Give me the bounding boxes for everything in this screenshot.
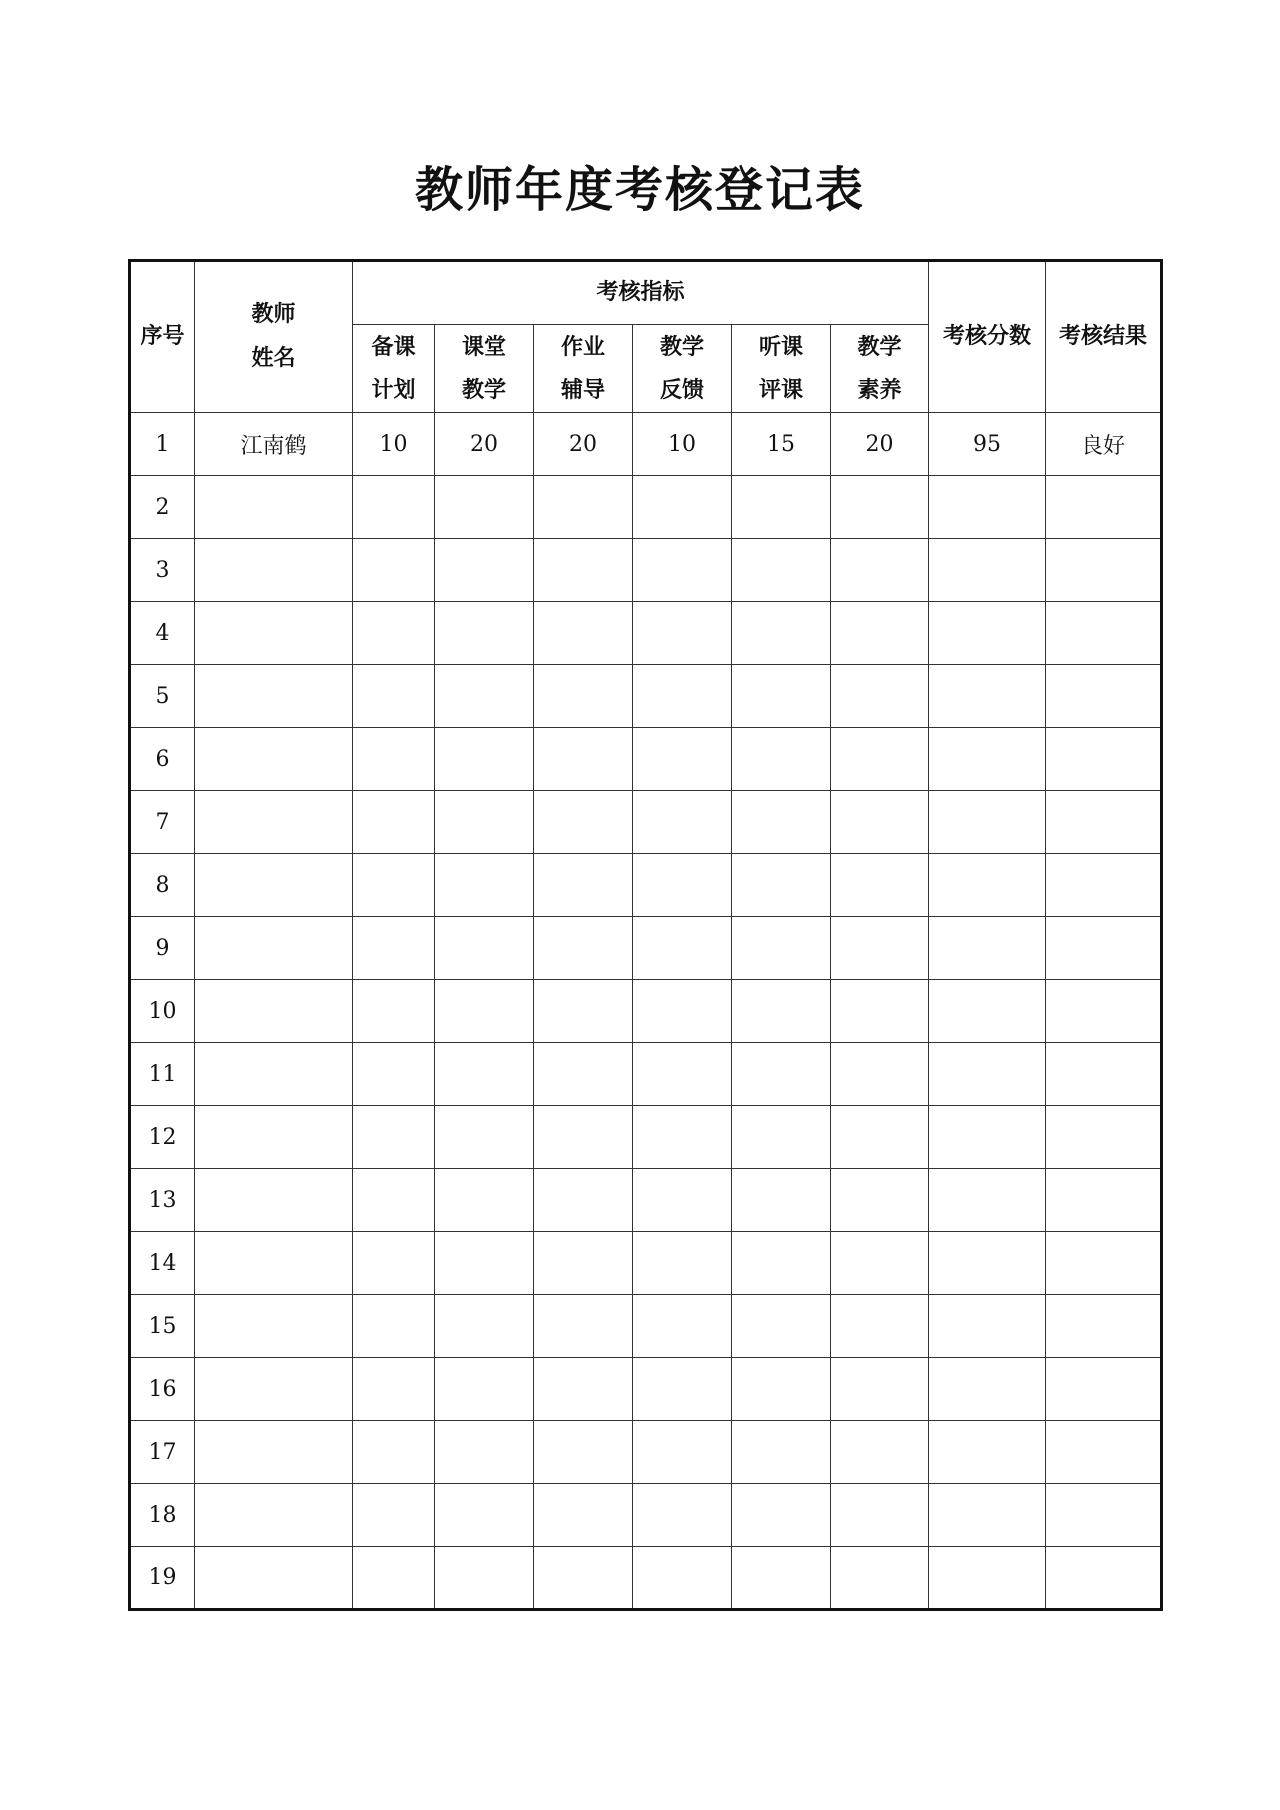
row-indicator-6-value [831,539,929,602]
table-header [130,261,1162,413]
row-indicator-5-value [732,602,831,665]
row-result [1046,1358,1162,1421]
row-indicator-6-value [831,1547,929,1610]
row-seq: 3 [130,539,195,602]
table-row [130,917,1162,980]
row-teacher-name [195,854,353,917]
row-result [1046,854,1162,917]
header-indicator-line1: 备课 [371,334,416,360]
row-result [1046,1547,1162,1610]
row-indicator-6-value [831,980,929,1043]
row-indicator-5-value [732,1295,831,1358]
row-score [929,539,1046,602]
header-indicator-line2: 教学 [461,377,506,403]
row-indicator-6-value [831,728,929,791]
row-indicator-5-value [732,1547,831,1610]
table-row [130,476,1162,539]
row-indicator-6-value [831,1106,929,1169]
row-indicator-6-value [831,665,929,728]
row-indicator-4-value [633,1043,732,1106]
row-indicator-4-value [633,1106,732,1169]
header-teacher-name [195,261,353,413]
row-seq: 2 [130,476,195,539]
row-indicator-3-value [534,854,633,917]
table-row [130,1547,1162,1610]
row-indicator-4-value [633,917,732,980]
row-teacher-name [195,1295,353,1358]
row-indicator-1-value [353,1169,435,1232]
row-seq: 13 [130,1169,195,1232]
row-teacher-name [195,1232,353,1295]
row-score [929,980,1046,1043]
row-indicator-3-value [534,791,633,854]
row-indicator-2-value [435,665,534,728]
row-indicator-3-value [534,539,633,602]
row-result [1046,1232,1162,1295]
row-result [1046,1421,1162,1484]
table-row [130,1421,1162,1484]
row-indicator-3-value [534,1358,633,1421]
header-indicator-line1: 教学 [659,334,704,360]
row-indicator-1-value [353,665,435,728]
row-indicator-1-value [353,1547,435,1610]
header-name-line1: 教师 [251,302,296,327]
row-indicator-6-value [831,854,929,917]
row-indicator-6-value [831,1421,929,1484]
row-indicator-1-value [353,539,435,602]
row-score [929,854,1046,917]
row-indicator-5-value [732,665,831,728]
row-result [1046,1106,1162,1169]
row-seq: 14 [130,1232,195,1295]
row-indicator-2-value [435,1484,534,1547]
header-score: 考核分数 [929,261,1046,413]
row-result [1046,917,1162,980]
row-indicator-5-value [732,1484,831,1547]
row-indicator-3-value [534,1043,633,1106]
row-seq: 17 [130,1421,195,1484]
table-row [130,1043,1162,1106]
row-seq: 16 [130,1358,195,1421]
header-indicator-line1: 听课 [758,334,803,360]
header-indicators: 考核指标 [353,261,929,325]
header-indicator-line1: 课堂 [461,334,506,360]
row-indicator-3-value [534,1232,633,1295]
header-indicator-2 [435,325,534,413]
table-row [130,1484,1162,1547]
row-indicator-6-value [831,1169,929,1232]
header-name-line2: 姓名 [251,346,296,371]
row-indicator-6-value [831,1043,929,1106]
row-indicator-6-value [831,476,929,539]
table-row [130,1358,1162,1421]
row-indicator-5-value [732,728,831,791]
row-indicator-4-value [633,476,732,539]
row-indicator-5-value [732,980,831,1043]
table-row [130,1295,1162,1358]
row-result [1046,1043,1162,1106]
row-indicator-1-value [353,980,435,1043]
row-indicator-3-value [534,728,633,791]
row-result [1046,602,1162,665]
row-indicator-3-value [534,476,633,539]
row-indicator-4-value [633,602,732,665]
row-indicator-1-value [353,1358,435,1421]
row-teacher-name [195,791,353,854]
header-indicator-line2: 反馈 [659,377,704,403]
row-indicator-5-value [732,1232,831,1295]
table-row [130,539,1162,602]
row-indicator-5-value [732,1421,831,1484]
row-indicator-5-value [732,1358,831,1421]
row-indicator-6-value [831,1484,929,1547]
header-indicator-line1: 教学 [857,334,902,360]
header-result: 考核结果 [1046,261,1162,413]
row-indicator-2-value [435,980,534,1043]
row-indicator-4-value [633,1358,732,1421]
row-indicator-3-value: 20 [534,413,633,476]
header-indicator-6 [831,325,929,413]
row-score [929,791,1046,854]
row-indicator-1-value [353,1043,435,1106]
row-indicator-2-value [435,1169,534,1232]
row-indicator-5-value [732,1043,831,1106]
row-teacher-name [195,476,353,539]
header-indicator-line2: 素养 [857,377,902,403]
row-score [929,1547,1046,1610]
row-indicator-4-value [633,539,732,602]
header-seq: 序号 [130,261,195,413]
row-result [1046,1295,1162,1358]
row-teacher-name [195,665,353,728]
row-seq: 9 [130,917,195,980]
row-indicator-2-value [435,539,534,602]
row-indicator-5-value [732,1169,831,1232]
row-indicator-1-value: 10 [353,413,435,476]
row-result: 良好 [1046,413,1162,476]
row-seq: 15 [130,1295,195,1358]
row-indicator-5-value [732,917,831,980]
row-teacher-name [195,1358,353,1421]
row-indicator-1-value [353,1106,435,1169]
row-indicator-6-value [831,1232,929,1295]
table-row [130,413,1162,476]
table-row [130,980,1162,1043]
row-indicator-3-value [534,602,633,665]
row-seq: 6 [130,728,195,791]
row-result [1046,539,1162,602]
row-indicator-4-value [633,791,732,854]
row-seq: 11 [130,1043,195,1106]
row-indicator-2-value: 20 [435,413,534,476]
row-teacher-name [195,1169,353,1232]
header-indicator-line2: 计划 [371,377,416,403]
row-indicator-2-value [435,1358,534,1421]
row-indicator-3-value [534,1547,633,1610]
row-indicator-1-value [353,791,435,854]
row-seq: 5 [130,665,195,728]
row-teacher-name [195,917,353,980]
row-result [1046,665,1162,728]
row-indicator-6-value: 20 [831,413,929,476]
row-indicator-1-value [353,1484,435,1547]
row-indicator-4-value [633,1421,732,1484]
row-indicator-6-value [831,602,929,665]
row-result [1046,791,1162,854]
row-teacher-name [195,602,353,665]
row-indicator-2-value [435,728,534,791]
row-indicator-3-value [534,1169,633,1232]
row-indicator-5-value: 15 [732,413,831,476]
row-seq: 10 [130,980,195,1043]
row-indicator-2-value [435,917,534,980]
row-indicator-4-value [633,1232,732,1295]
row-score [929,1484,1046,1547]
row-score [929,1106,1046,1169]
row-indicator-5-value [732,854,831,917]
row-indicator-2-value [435,476,534,539]
row-score [929,1358,1046,1421]
row-indicator-1-value [353,1295,435,1358]
row-indicator-4-value [633,854,732,917]
row-score [929,1043,1046,1106]
row-seq: 8 [130,854,195,917]
row-indicator-4-value [633,728,732,791]
row-indicator-2-value [435,1043,534,1106]
row-score [929,1421,1046,1484]
row-indicator-3-value [534,1421,633,1484]
row-seq: 18 [130,1484,195,1547]
row-indicator-1-value [353,728,435,791]
table-body [130,413,1162,1610]
row-indicator-5-value [732,476,831,539]
row-score [929,665,1046,728]
row-indicator-2-value [435,1106,534,1169]
row-teacher-name [195,1547,353,1610]
row-indicator-2-value [435,1421,534,1484]
row-indicator-2-value [435,1295,534,1358]
row-indicator-5-value [732,1106,831,1169]
row-result [1046,728,1162,791]
row-result [1046,980,1162,1043]
row-score [929,1295,1046,1358]
row-result [1046,1169,1162,1232]
row-score [929,602,1046,665]
row-teacher-name [195,539,353,602]
row-result [1046,1484,1162,1547]
row-indicator-4-value [633,665,732,728]
row-score [929,1232,1046,1295]
row-indicator-3-value [534,1106,633,1169]
table-row [130,1232,1162,1295]
row-teacher-name [195,980,353,1043]
row-indicator-2-value [435,791,534,854]
row-score: 95 [929,413,1046,476]
row-score [929,1169,1046,1232]
row-result [1046,476,1162,539]
row-seq: 1 [130,413,195,476]
row-indicator-1-value [353,602,435,665]
row-teacher-name: 江南鹤 [195,413,353,476]
row-indicator-6-value [831,1358,929,1421]
table-row [130,665,1162,728]
row-score [929,728,1046,791]
row-indicator-3-value [534,665,633,728]
row-indicator-1-value [353,854,435,917]
row-seq: 19 [130,1547,195,1610]
row-indicator-5-value [732,539,831,602]
row-teacher-name [195,1106,353,1169]
table-row [130,791,1162,854]
header-indicator-line2: 辅导 [560,377,605,403]
row-score [929,476,1046,539]
row-teacher-name [195,728,353,791]
row-indicator-2-value [435,602,534,665]
row-teacher-name [195,1421,353,1484]
row-teacher-name [195,1484,353,1547]
table-row [130,854,1162,917]
row-score [929,917,1046,980]
row-indicator-4-value [633,1547,732,1610]
row-indicator-3-value [534,1295,633,1358]
row-indicator-6-value [831,1295,929,1358]
header-indicator-5 [732,325,831,413]
header-indicator-3 [534,325,633,413]
row-indicator-1-value [353,1232,435,1295]
row-indicator-4-value [633,1484,732,1547]
header-indicator-line1: 作业 [560,334,605,360]
header-indicator-1 [353,325,435,413]
row-indicator-2-value [435,854,534,917]
row-seq: 4 [130,602,195,665]
row-indicator-4-value [633,1295,732,1358]
row-indicator-5-value [732,791,831,854]
row-teacher-name [195,1043,353,1106]
row-indicator-4-value: 10 [633,413,732,476]
table-row [130,728,1162,791]
header-indicator-4 [633,325,732,413]
header-indicator-line2: 评课 [758,377,803,403]
row-seq: 12 [130,1106,195,1169]
table-row [130,1169,1162,1232]
row-indicator-2-value [435,1547,534,1610]
row-indicator-3-value [534,980,633,1043]
row-indicator-3-value [534,1484,633,1547]
row-indicator-4-value [633,980,732,1043]
page-title: 教师年度考核登记表 [414,162,865,218]
row-indicator-1-value [353,476,435,539]
row-indicator-2-value [435,1232,534,1295]
row-indicator-6-value [831,791,929,854]
row-seq: 7 [130,791,195,854]
row-indicator-3-value [534,917,633,980]
row-indicator-6-value [831,917,929,980]
assessment-table [128,259,1163,1611]
table-row [130,602,1162,665]
table-row [130,1106,1162,1169]
row-indicator-1-value [353,1421,435,1484]
row-indicator-1-value [353,917,435,980]
row-indicator-4-value [633,1169,732,1232]
